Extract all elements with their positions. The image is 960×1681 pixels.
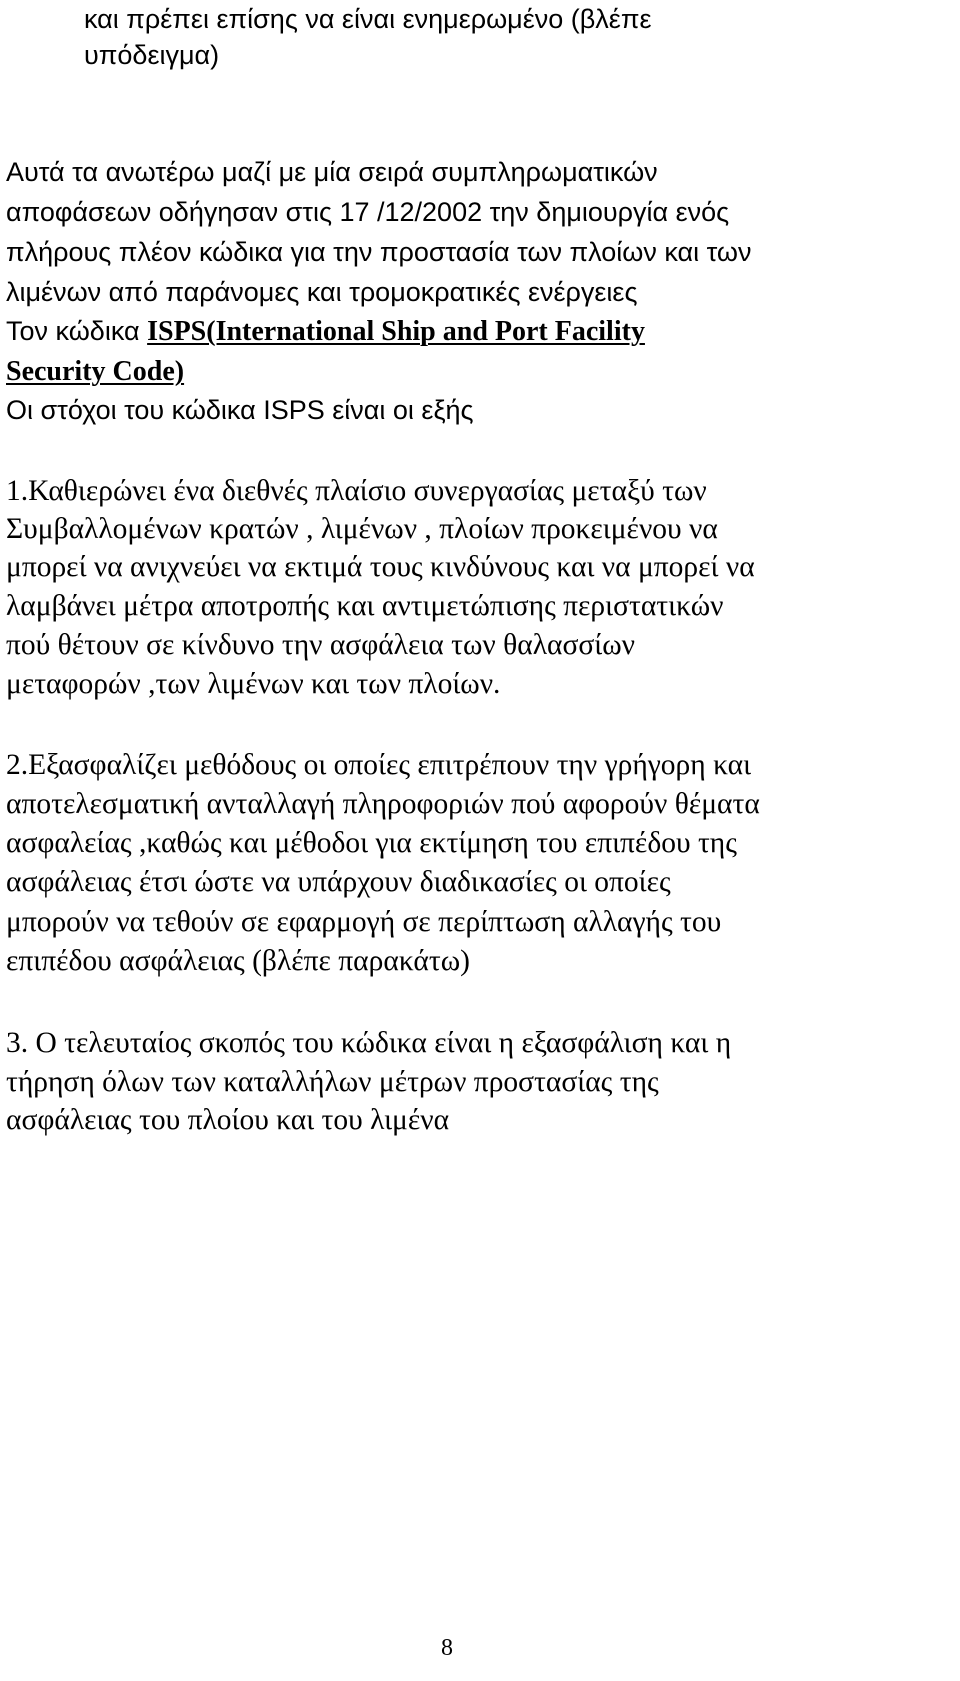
goal-2-line-5: μπορούν να τεθούν σε εφαρμογή σε περίπτωση αλλαγής του xyxy=(6,906,722,938)
goal-2-line-4: ασφάλειας έτσι ώστε να υπάρχουν διαδικασίες οι οποίες xyxy=(6,866,671,898)
summary-line-3: πλήρους πλέον κώδικα για την προστασία των πλοίων και των xyxy=(6,237,752,267)
goal-3-line-3: ασφάλειας του πλοίου και του λιμένα xyxy=(6,1104,450,1136)
code-name-line xyxy=(6,318,645,346)
goal-1-line-4: λαμβάνει μέτρα αποτροπής και αντιμετώπισης περιστατικών xyxy=(6,590,724,622)
summary-line-1: Αυτά τα ανωτέρω μαζί με μία σειρά συμπληρωματικών xyxy=(6,157,658,187)
goal-1-line-3: μπορεί να ανιχνεύει να εκτιμά τους κινδύνους και να μπορεί να xyxy=(6,551,755,583)
goal-1-line-5: πού θέτουν σε κίνδυνο την ασφάλεια των θαλασσίων xyxy=(6,629,635,661)
goal-3-line-1: 3. Ο τελευταίος σκοπός του κώδικα είναι η εξασφάλιση και η xyxy=(6,1027,732,1059)
code-name-part-1: ISPS(International Ship and Port Facility xyxy=(147,316,645,347)
goal-2-line-6: επιπέδου ασφάλειας (βλέπε παρακάτω) xyxy=(6,945,470,977)
code-name-part-2: Security Code) xyxy=(6,356,185,387)
summary-line-2: αποφάσεων οδήγησαν στις 17 /12/2002 την δημιουργία ενός xyxy=(6,197,730,227)
intro-line-2: υπόδειγμα) xyxy=(84,40,220,70)
code-prefix: Τον κώδικα xyxy=(6,316,148,346)
summary-line-4: λιμένων από παράνομες και τρομοκρατικές ενέργειες xyxy=(6,277,638,307)
goals-intro: Οι στόχοι του κώδικα ISPS είναι οι εξής xyxy=(6,395,474,425)
goal-2-line-3: ασφαλείας ,καθώς και μέθοδοι για εκτίμηση του επιπέδου της xyxy=(6,827,737,859)
page-number: 8 xyxy=(441,1635,453,1661)
goal-3-line-2: τήρηση όλων των καταλλήλων μέτρων προστασίας της xyxy=(6,1066,659,1098)
goal-1-line-1: 1.Καθιερώνει ένα διεθνές πλαίσιο συνεργασίας μεταξύ των xyxy=(6,475,707,507)
goal-1-line-6: μεταφορών ,των λιμένων και των πλοίων. xyxy=(6,668,501,700)
goal-2-line-2: αποτελεσματική ανταλλαγή πληροφοριών πού αφορούν θέματα xyxy=(6,788,760,820)
intro-line-1: και πρέπει επίσης να είναι ενημερωμένο (βλέπε xyxy=(84,4,652,34)
goal-2-line-1: 2.Εξασφαλίζει μεθόδους οι οποίες επιτρέπουν την γρήγορη και xyxy=(6,749,752,781)
code-name-line-2 xyxy=(6,358,184,386)
goal-1-line-2: Συμβαλλομένων κρατών , λιμένων , πλοίων προκειμένου να xyxy=(6,513,718,545)
